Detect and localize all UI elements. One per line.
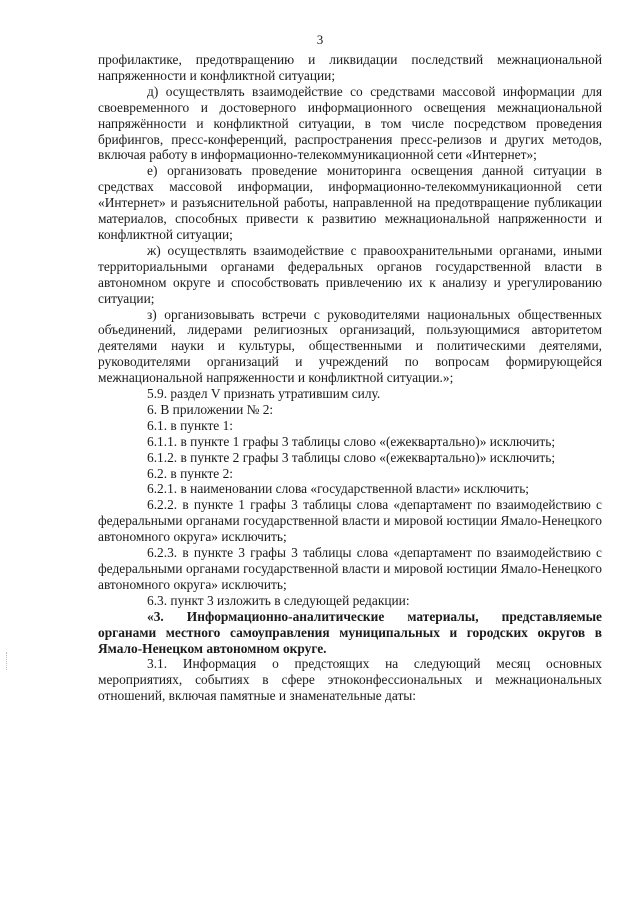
section-3-heading: «3. Информационно-аналитические материалы, представляемые органами местного самоуправления муниципальных и городских округов в Ямало-Ненецком автономном округе. <box>98 608 602 656</box>
paragraph-item-e-monitoring: е) организовать проведение мониторинга освещения данной ситуации в средствах массовой информации, информационно-телекоммуникационной сети «Интернет» и разъяснительной работы, направленной на предотвращение публикации материалов, способных привести к развитию межнациональной напряженности и конфликтной ситуации; <box>98 163 602 242</box>
paragraph-6-2-2: 6.2.2. в пункте 1 графы 3 таблицы слова «департамент по взаимодействию с федеральными органами государственной власти и мировой юстиции Ямало-Ненецкого автономного округа» исключить; <box>98 497 602 545</box>
paragraph-5-9: 5.9. раздел V признать утратившим силу. <box>147 386 381 402</box>
paragraph-6-1-2: 6.1.2. в пункте 2 графы 3 таблицы слово «(ежеквартально)» исключить; <box>147 449 556 465</box>
document-body <box>98 52 602 704</box>
paragraph-item-zh-law-enforcement: ж) осуществлять взаимодействие с правоохранительными органами, иными территориальными органами федеральных органов государственной власти в автономном округе и способствовать привлечению их к анализу и урегулированию ситуации; <box>98 242 602 306</box>
paragraph-6-2-1: 6.2.1. в наименовании слова «государственной власти» исключить; <box>147 481 530 497</box>
paragraph-6-1-1: 6.1.1. в пункте 1 графы 3 таблицы слово «(ежеквартально)» исключить; <box>147 433 556 449</box>
page-number: 3 <box>316 32 324 47</box>
paragraph-3-1: 3.1. Информация о предстоящих на следующий месяц основных мероприятиях, событиях в сфере этноконфессиональных и межнациональных отношений, включая памятные и знаменательные даты: <box>98 656 602 704</box>
paragraph-6-2: 6.2. в пункте 2: <box>147 465 234 481</box>
paragraph-item-d-media: д) осуществлять взаимодействие со средствами массовой информации для своевременного и достоверного информационного освещения межнациональной напряжённости и конфликтной ситуации, в том числе посредством проведения брифингов, пресс-конференций, распространения пресс-релизов и других методов, включая работу в информационно-телекоммуникационной сети «Интернет»; <box>98 83 602 163</box>
paragraph-6-2-3: 6.2.3. в пункте 3 графы 3 таблицы слова «департамент по взаимодействию с федеральными органами государственной власти и мировой юстиции Ямало-Ненецкого автономного округа» исключить; <box>98 545 602 592</box>
paragraph-item-z-meetings: з) организовывать встречи с руководителями национальных общественных объединений, лидерами религиозных организаций, пользующимися авторитетом деятелями науки и культуры, общественными и политическими деятелями, руководителями организаций и учреждений по вопросам формирующейся межнациональной напряженности и конфликтной ситуации.»; <box>98 306 602 386</box>
margin-scan-mark <box>6 652 9 670</box>
paragraph-continuation: профилактике, предотвращению и ликвидации последствий межнациональной напряженности и конфликтной ситуации; <box>98 52 602 83</box>
paragraph-6: 6. В приложении № 2: <box>147 401 274 417</box>
paragraph-6-3: 6.3. пункт 3 изложить в следующей редакции: <box>147 592 410 608</box>
paragraph-6-1: 6.1. в пункте 1: <box>147 417 234 433</box>
